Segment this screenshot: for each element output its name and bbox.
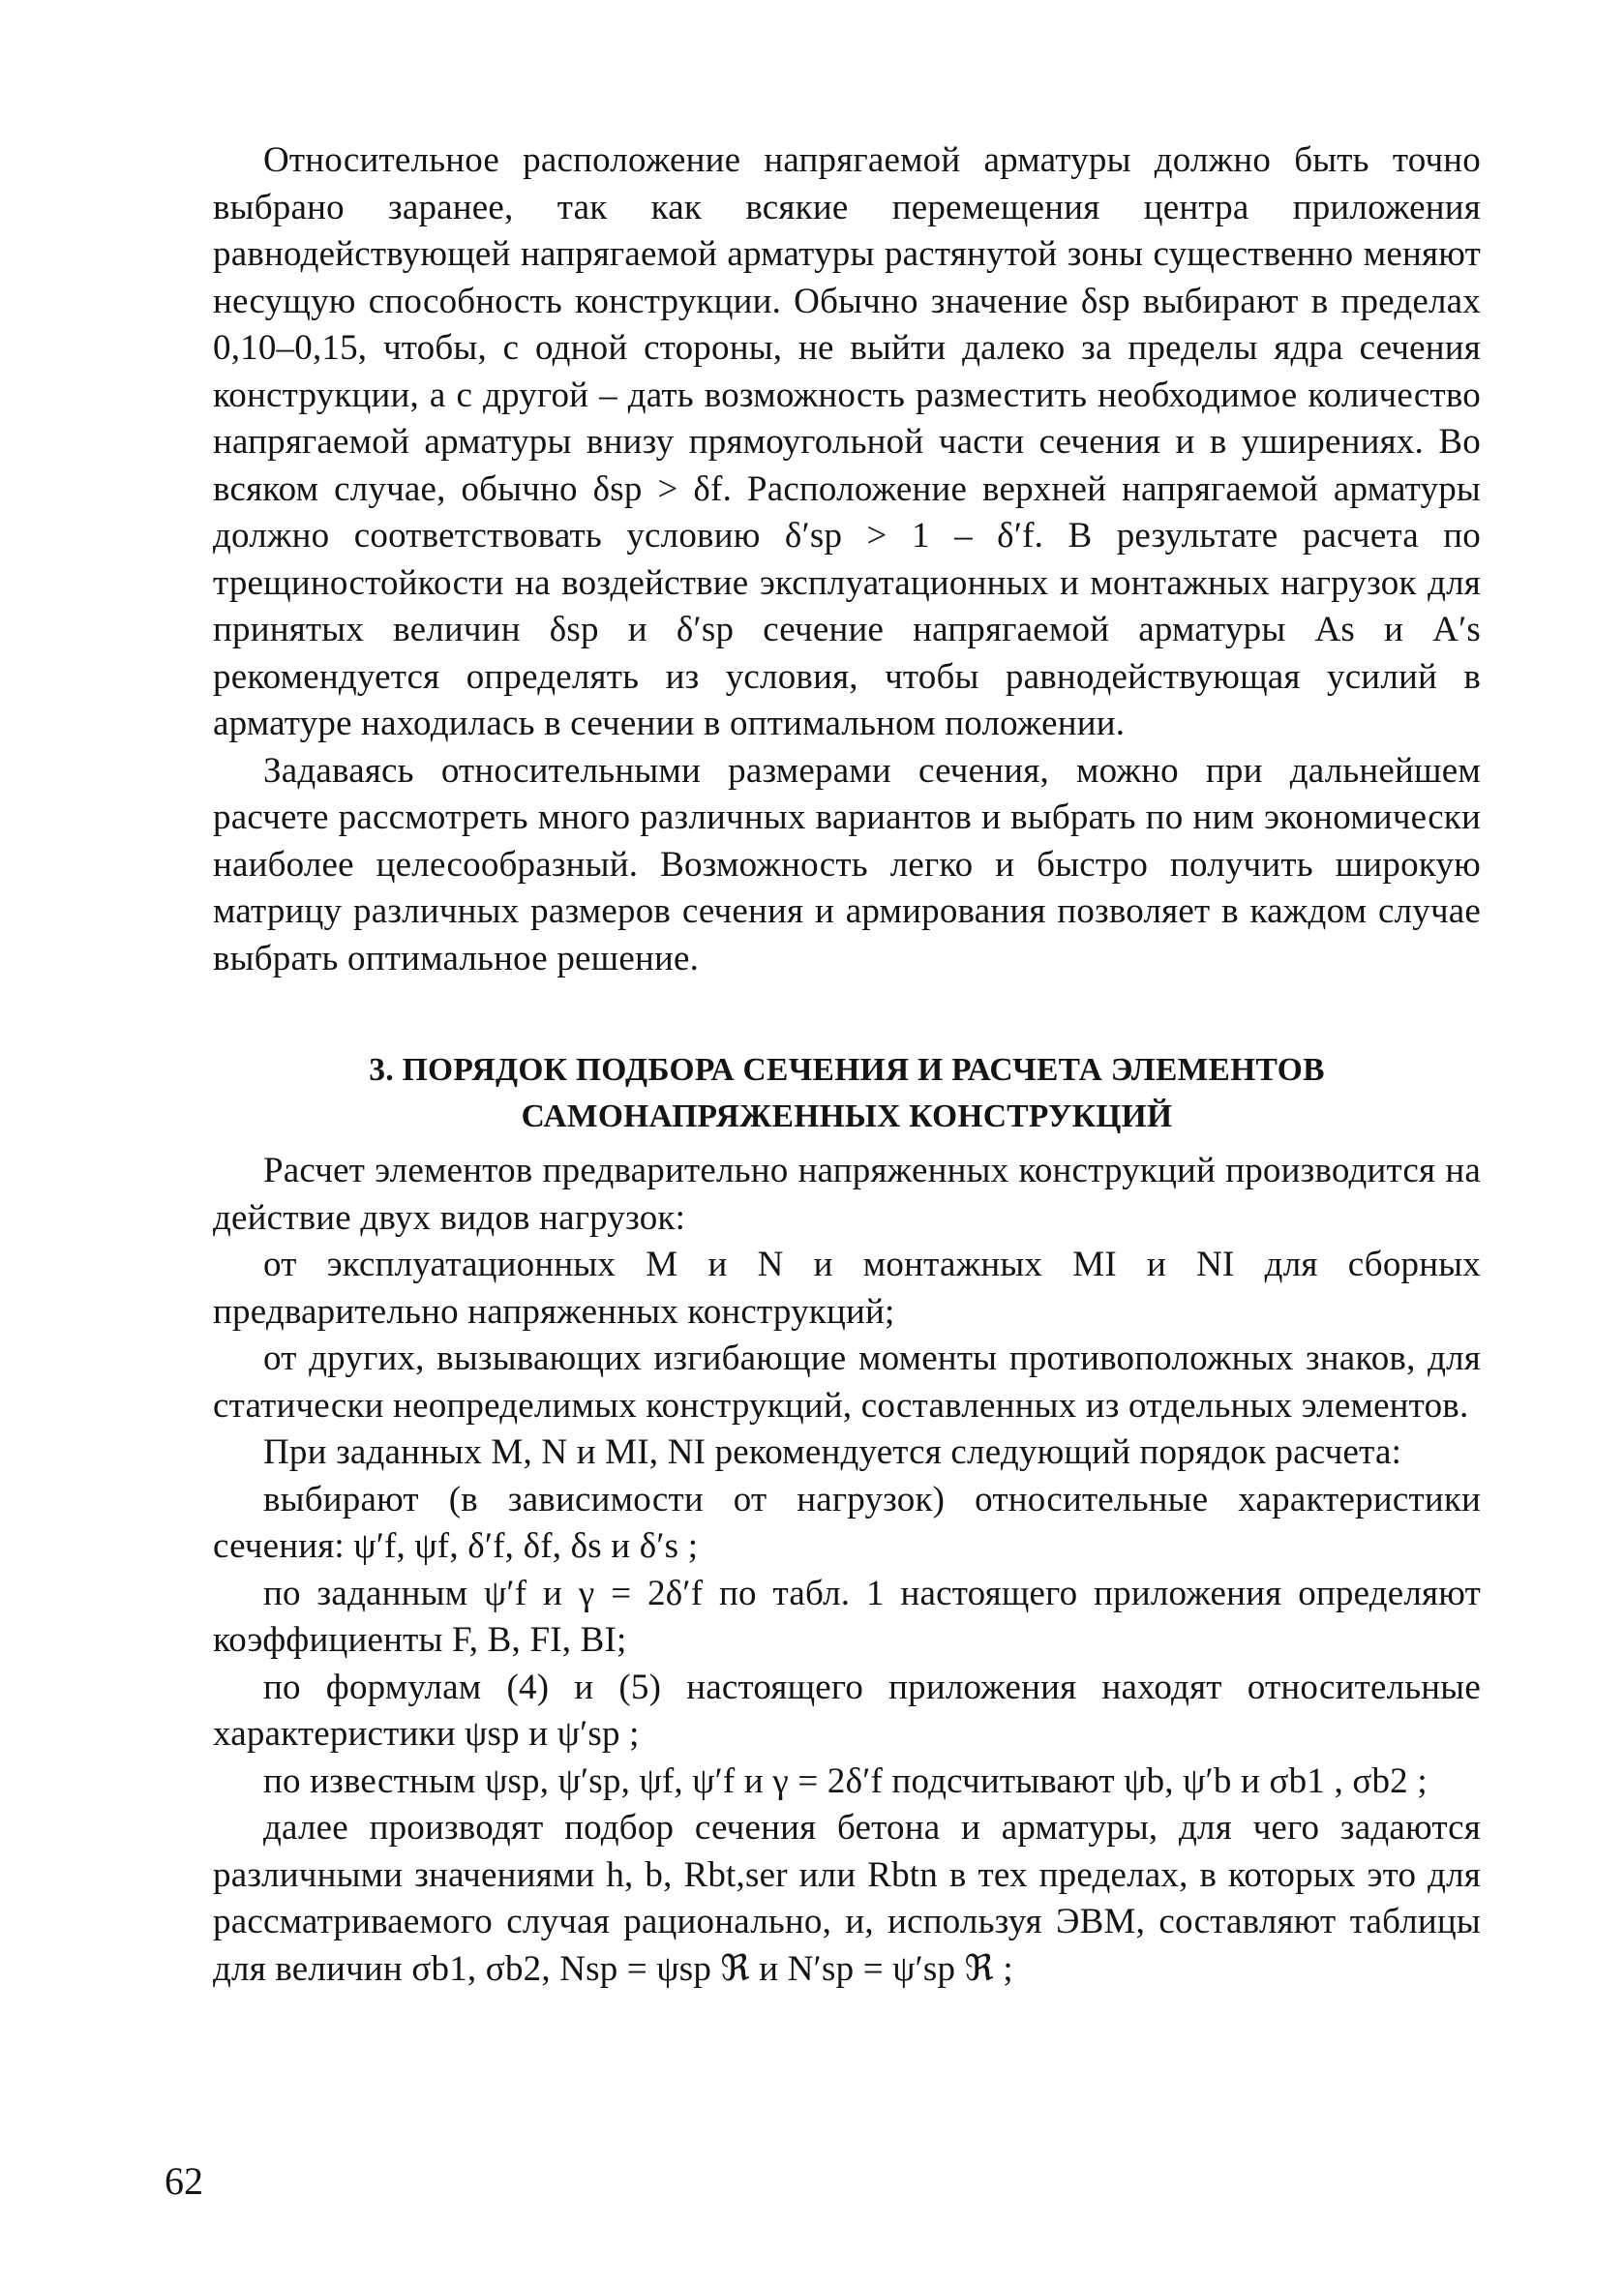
paragraph: Относительное расположение напрягаемой арматуры должно быть точно выбрано заранее, так как всякие перемещения центра приложения равнодействующей напрягаемой арматуры растянутой зоны существенно меняют несущую способность конструкции. Обычно значение δsp выбирают в пределах 0,10–0,15, чтобы, с одной стороны, не выйти далеко за пределы ядра сечения конструкции, а с другой – дать возможность разместить необходимое количество напрягаемой арматуры внизу прямоугольной части сечения и в уширениях. Во всяком случае, обычно δsp > δf. Расположение верхней напрягаемой арматуры должно соответствовать условию δ′sp > 1 – δ′f. В результате расчета по трещиностойкости на воздействие эксплуатационных и монтажных нагрузок для принятых величин δsp и δ′sp сечение напрягаемой арматуры As и A′s рекомендуется определять из условия, чтобы равнодействующая усилий в арматуре находилась в сечении в оптимальном положении. bbox=[213, 140, 1481, 743]
section-heading-line-1: 3. ПОРЯДОК ПОДБОРА СЕЧЕНИЯ И РАСЧЕТА ЭЛЕМЕНТОВ bbox=[369, 1052, 1325, 1088]
list-item: выбирают (в зависимости от нагрузок) относительные характеристики сечения: ψ′f, ψf, δ′f, δf, δs и δ′s ; bbox=[213, 1479, 1481, 1566]
list-item: по формулам (4) и (5) настоящего приложения находят относительные характеристики ψsp и ψ′sp ; bbox=[213, 1667, 1481, 1754]
list-item: по заданным ψ′f и γ = 2δ′f по табл. 1 настоящего приложения определяют коэффициенты F, B, FI, BI; bbox=[213, 1573, 1481, 1660]
intro-text bbox=[213, 137, 1481, 982]
paragraph: Расчет элементов предварительно напряженных конструкций производится на действие двух видов нагрузок: bbox=[213, 1151, 1481, 1238]
paragraph: При заданных M, N и MI, NI рекомендуется следующий порядок расчета: bbox=[263, 1432, 1402, 1472]
list-item: от эксплуатационных M и N и монтажных MI и NI для сборных предварительно напряженных конструкций; bbox=[213, 1245, 1481, 1332]
list-item: по известным ψsp, ψ′sp, ψf, ψ′f и γ = 2δ′f подсчитывают ψb, ψ′b и σb1 , σb2 ; bbox=[263, 1760, 1428, 1801]
paragraph: Задаваясь относительными размерами сечения, можно при дальнейшем расчете рассмотреть много различных вариантов и выбрать по ним экономически наиболее целесообразный. Возможность легко и быстро получить широкую матрицу различных размеров сечения и армирования позволяет в каждом случае выбрать оптимальное решение. bbox=[213, 750, 1481, 978]
page-number: 62 bbox=[165, 2159, 203, 2203]
section-heading bbox=[213, 1047, 1481, 1148]
section-heading-line-2: САМОНАПРЯЖЕННЫХ КОНСТРУКЦИЙ bbox=[521, 1098, 1173, 1134]
section-3 bbox=[213, 1047, 1481, 1993]
list-item: далее производят подбор сечения бетона и арматуры, для чего задаются различными значениями h, b, Rbt,ser или Rbtn в тех пределах, в которых это для рассматриваемого случая рационально, и, используя ЭВМ, составляют таблицы для величин σb1, σb2, Nsp = ψsp ℜ и N′sp = ψ′sp ℜ ; bbox=[213, 1808, 1481, 1989]
list-item: от других, вызывающих изгибающие моменты противоположных знаков, для статически неопределимых конструкций, составленных из отдельных элементов. bbox=[213, 1339, 1481, 1426]
